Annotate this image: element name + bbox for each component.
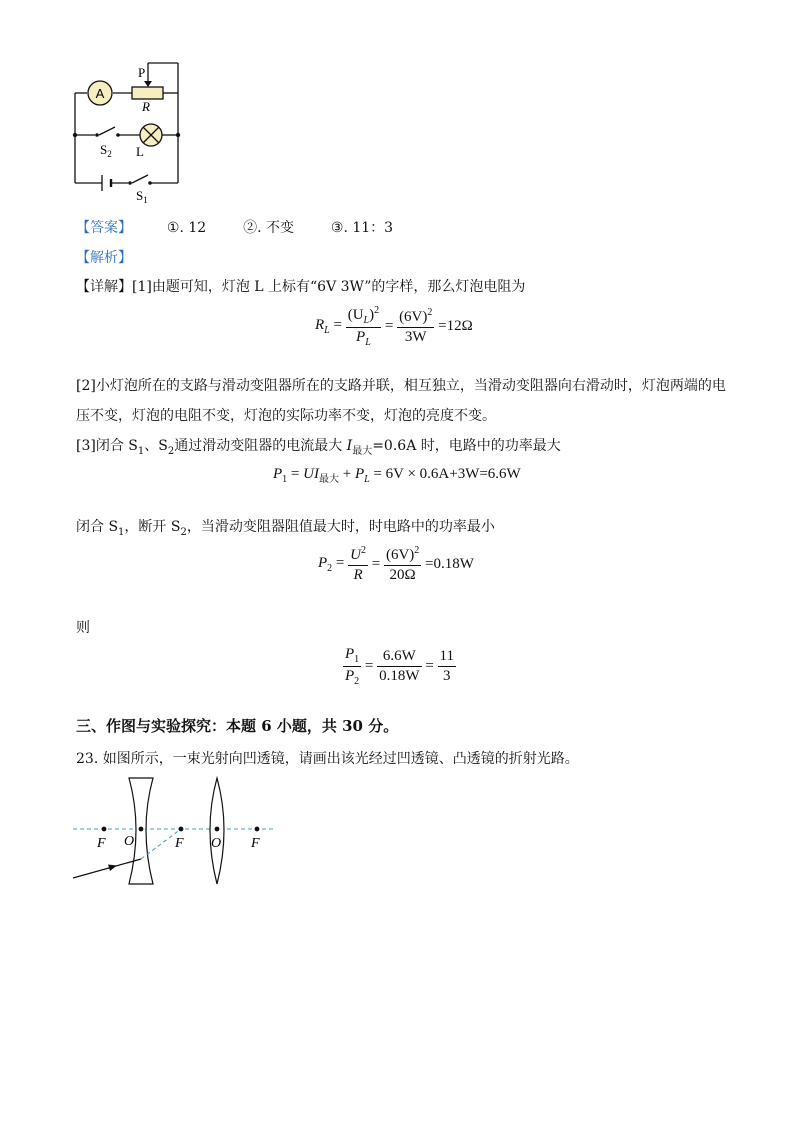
detail-paragraph-1: 【详解】[1]由题可知，灯泡 L 上标有“6V 3W”的字样，那么灯泡电阻为 xyxy=(76,279,526,295)
circuit-diagram xyxy=(60,55,190,205)
equation-4: $\frac{P_1}{P_2}$ = $\frac{6.6W}{0.18W}$ = $\frac{11}{3}$ xyxy=(345,646,454,687)
optical-center-concave-label: O xyxy=(124,834,135,849)
equation-2: $P_1 = UI_{最大} + P_L = 6V \times 0.6A+3W=6.6W$ xyxy=(273,466,521,485)
focus-right-label: F xyxy=(251,836,260,851)
detail-paragraph-2a: [2]小灯泡所在的支路与滑动变阻器所在的支路并联，相互独立，当滑动变阻器向右滑动时，灯泡两端的电 xyxy=(76,378,726,394)
focus-middle-label: F xyxy=(175,836,184,851)
battery-icon xyxy=(102,175,111,191)
detail-paragraph-2b: 压不变，灯泡的电阻不变，灯泡的实际功率不变，灯泡的亮度不变。 xyxy=(76,408,496,424)
optical-center-convex-label: O xyxy=(211,836,222,851)
section-title: 三、作图与实验探究：本题 6 小题，共 30 分。 xyxy=(76,717,399,735)
detail-paragraph-3: [3]闭合 $S_1$、$S_2$通过滑动变阻器的电流最大 $I_{最大}=0.6A$ 时，电路中的功率最大 xyxy=(76,438,561,457)
resistor-icon xyxy=(132,87,163,99)
lens-diagram xyxy=(65,775,285,890)
detail-label: 【详解】 xyxy=(76,279,132,295)
lamp-label: L xyxy=(136,144,144,159)
answer-item-3: ③. 11：3 xyxy=(330,220,394,236)
answer-item-1: ①. 12 xyxy=(166,220,207,236)
slider-arrow-icon xyxy=(144,81,152,87)
focus-left-label: F xyxy=(97,836,106,851)
equation-1: $R_L$ = $\frac{(U_L)^2}{P_L}$ = $\frac{(6V)^2}{3W}$ =12Ω xyxy=(315,305,473,348)
ammeter-label: A xyxy=(95,86,105,101)
slider-label: P xyxy=(138,65,146,80)
switch2-label: $S_2$ xyxy=(100,142,112,159)
ray-arrow-icon xyxy=(108,865,117,872)
answer-label: 【答案】 xyxy=(76,220,132,236)
analysis-label: 【解析】 xyxy=(76,250,132,266)
equation-3: $P_2$ = $\frac{U^2}{R}$ = $\frac{(6V)^2}{20\Omega}$ =0.18W xyxy=(318,545,474,583)
question-23: 23. 如图所示，一束光射向凹透镜，请画出该光经过凹透镜、凸透镜的折射光路。 xyxy=(76,751,579,767)
resistor-label: R xyxy=(142,99,150,114)
switch1-label: $S_1$ xyxy=(136,188,148,205)
answer-item-2: ②. 不变 xyxy=(243,220,294,236)
detail-paragraph-5: 则 xyxy=(76,620,90,636)
detail-paragraph-4: 闭合 $S_1$，断开 $S_2$，当滑动变阻器阻值最大时，时电路中的功率最小 xyxy=(76,519,495,538)
answer-row xyxy=(76,218,393,238)
